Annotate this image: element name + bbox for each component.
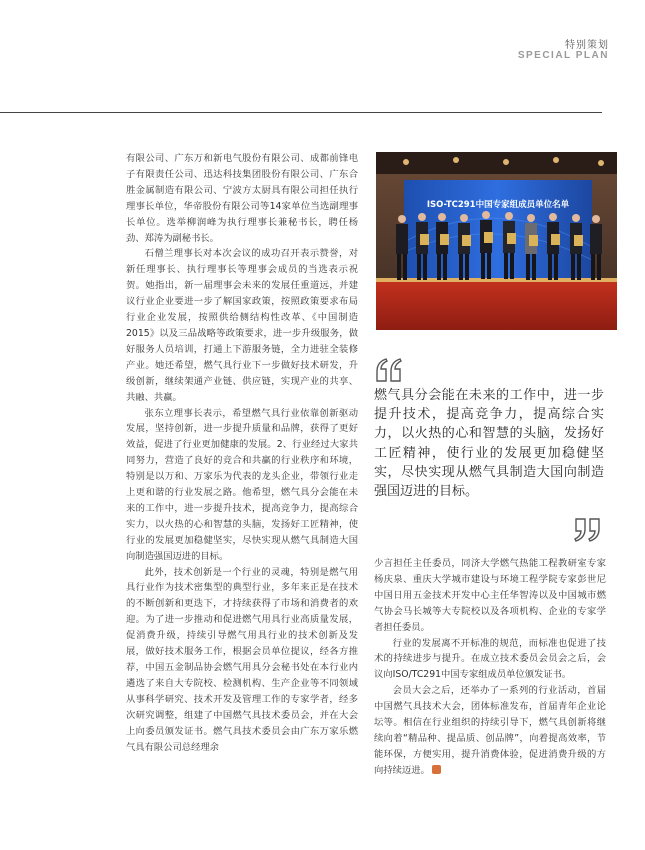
right-text-column: [374, 556, 606, 779]
pull-quote: 燃气具分会能在未来的工作中，进一步提升技术，提高竞争力，提高综合实力，以火热的心和智慧的头脑，发扬好工匠精神，使行业的发展更加稳健坚实，尽快实现从燃气具制造大国向制造强国迈进的目标。: [374, 388, 604, 500]
paragraph: 少言担任主任委员，同济大学燃气热能工程教研室专家杨庆泉、重庆大学城市建设与环境工程学院专家彭世尼中国日用五金技术开发中心主任华智涛以及中国城市燃气协会马长城等大专院校以及各项机构、企业的专家学者担任委员。: [374, 558, 606, 633]
paragraph: 行业的发展离不开标准的规范，而标准也促进了技术的持续进步与提升。在成立技术委员会员会之后，会议向ISO/TC291中国专家组成员单位颁发证书。: [374, 637, 606, 681]
banner-title: ISO-TC291中国专家组成员单位名单: [426, 200, 570, 210]
paragraph: 有限公司、广东万和新电气股份有限公司、成都前锋电子有限责任公司、迅达科技集团股份有限公司、广东合胜金属制造有限公司、宁波方太厨具有限公司担任执行理事长单位，华帝股份有限公司等14家单位当选副理事长单位。选举柳润峰为执行理事长兼秘书长，聘任杨劲、郑涛为副秘书长。: [126, 153, 358, 244]
section-title-en: SPECIAL PLAN: [517, 50, 609, 61]
award-ceremony-photo: [376, 152, 617, 330]
paragraph: 此外，技术创新是一个行业的灵魂，特别是燃气用具行业作为技术密集型的典型行业，多年来正是在技术的不断创新和更迭下，才持续获得了市场和消费者的欢迎。为了进一步推动和促进燃气用具行业高质量发展，促消费升级，持续引导燃气用具行业的技术创新及发展，做好技术服务工作，根据会员单位提议，经各方推荐，中国五金制品协会燃气用具分会秘书处在本行业内遴选了来自大专院校、检测机构、生产企业等不同领域从事科学研究、技术开发及管理工作的专家学者，经多次研究调整，组建了中国燃气具技术委员会，并在大会上向委员颁发证书。燃气具技术委员会由广东万家乐燃气具有限公司总经理余: [126, 566, 358, 753]
left-text-column: [126, 151, 358, 755]
paragraph-text: 会员大会之后，还举办了一系列的行业活动，首届中国燃气具技术大会，团体标准发布，首届青年企业论坛等。相信在行业组织的持续引导下，燃气具创新将继续向着“精品种、提品质、创品牌”，向着提高效率，节能环保，方便实用，提升消费体验，促进消费升级的方向持续迈进。: [374, 685, 606, 776]
open-quote-icon: [374, 357, 404, 383]
paragraph: [374, 683, 606, 778]
close-quote-icon: [572, 517, 602, 543]
paragraph: 张东立理事长表示，希望燃气具行业依靠创新驱动发展，坚持创新，进一步提升质量和品牌，获得了更好效益，促进了行业更加健康的发展。2、行业经过大家共同努力，营造了良好的竞合和共赢的行业秩序和环境，特别是以万和、万家乐为代表的龙头企业，带领行业走上更和谐的行业发展之路。他希望，燃气具分会能在未来的工作中，进一步提升技术，提高竞争力，提高综合实力，以火热的心和智慧的头脑，发扬好工匠精神，使行业的发展更加稳健坚实，尽快实现从燃气具制造大国向制造强国迈进的目标。: [126, 407, 358, 562]
paragraph: 石僧兰理事长对本次会议的成功召开表示赞誉，对新任理事长、执行理事长等理事会成员的当选表示祝贺。她指出，新一届理事会未来的发展任重道远，并建议行业企业要进一步了解国家政策，按照政策要求布局行业企业发展，按照供给侧结构性改革、《中国制造2015》以及三品战略等政策要求，进一步升级服务，做好服务人员培训，打通上下游服务链，全力进驻全装修产业。她还希望，燃气具行业下一步做好技术研发，升级创新，继续架通产业链、供应链，实现产业的共享、共融、共赢。: [126, 248, 358, 403]
article-end-icon: [432, 765, 441, 774]
section-title-cn: 特别策划: [565, 40, 609, 51]
header-divider: [0, 112, 602, 113]
